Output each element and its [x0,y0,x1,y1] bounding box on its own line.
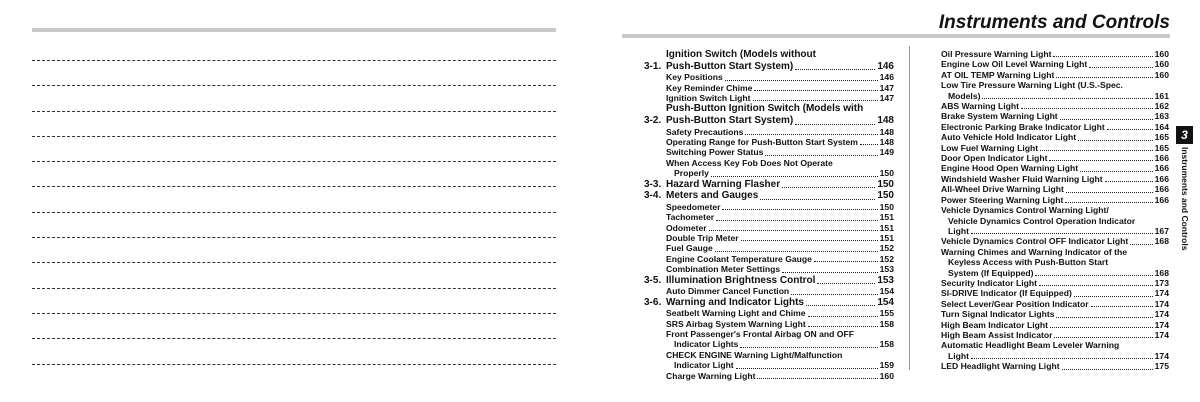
toc-page-number: 174 [1154,288,1169,299]
dot-leader [1065,202,1152,203]
toc-entry-label: Front Passenger's Frontal Airbag ON and OFF [666,329,854,340]
toc-entry-label: Indicator Light [674,360,734,371]
toc-entry-label: Double Trip Meter [666,233,739,244]
dot-leader [782,187,875,188]
toc-page-number: 153 [877,274,894,286]
toc-entry[interactable] [941,330,1169,340]
toc-page-number: 151 [879,212,894,223]
note-line [32,60,556,61]
toc-entry-label: Properly [674,168,709,179]
toc-entry[interactable] [644,308,894,318]
toc-entry-label: Push-Button Start System) [666,115,794,126]
toc-page-number: 165 [1154,142,1169,153]
toc-page-number: 160 [1154,69,1169,80]
dot-leader [1021,108,1153,109]
toc-page-number: 148 [877,115,894,126]
toc-entry[interactable] [941,122,1169,132]
toc-entry-label: Warning Chimes and Warning Indicator of the [941,246,1128,257]
toc-entry[interactable] [941,143,1169,153]
toc-page-number: 168 [1154,236,1169,247]
toc-entry[interactable] [941,184,1169,194]
notes-area [32,60,556,389]
toc-entry[interactable] [644,223,894,233]
dot-leader [745,134,877,135]
column-divider [909,46,910,370]
toc-page-number: 167 [1154,225,1169,236]
toc-entry-label: High Beam Assist Indicator [941,329,1053,340]
toc-page-number: 160 [1154,49,1169,59]
note-line [32,111,556,112]
dot-leader [1107,129,1153,130]
toc-entry[interactable] [644,350,894,371]
toc-entry-label: Keyless Access with Push-Button Start [948,257,1109,268]
toc-entry[interactable] [941,299,1169,309]
dot-leader [757,378,877,379]
toc-page-number: 174 [1154,319,1169,330]
toc-page-number: 164 [1154,121,1169,132]
note-line [32,186,556,187]
toc-page-number: 163 [1154,111,1169,122]
toc-page-number: 154 [877,296,894,308]
dot-leader [982,98,1152,99]
toc-page-number: 147 [879,93,894,103]
dot-leader [971,358,1153,359]
toc-entry-label: Vehicle Dynamics Control Warning Light/ [941,205,1109,216]
toc-entry[interactable] [644,371,894,381]
toc-entry[interactable] [644,329,894,350]
toc-entry-label: Speedometer [666,201,721,212]
toc-page-number: 151 [879,233,894,244]
toc-entry[interactable] [644,254,894,264]
toc-page-number: 150 [879,201,894,212]
toc-page-number: 160 [1154,59,1169,70]
dot-leader [1053,56,1152,57]
toc-entry[interactable] [941,236,1169,246]
dot-leader [736,368,878,369]
note-line [32,288,556,289]
toc-entry-label: Operating Range for Push-Button Start System [666,137,858,147]
toc-entry[interactable] [941,111,1169,121]
dot-leader [765,155,877,156]
dot-leader [860,144,878,145]
toc-entry-label: Power Steering Warning Light [941,194,1064,205]
toc-page-number: 174 [1154,350,1169,361]
section-number: 3-6. [644,296,662,308]
toc-entry[interactable] [644,202,894,212]
toc-page-number: 166 [1154,184,1169,195]
dot-leader [971,233,1153,234]
toc-page-number: 166 [1154,194,1169,205]
note-line [32,161,556,162]
toc-entry-label: Door Open Indicator Light [941,153,1048,164]
dot-leader [715,251,878,252]
toc-page-number: 150 [879,168,894,179]
note-line [32,262,556,263]
toc-entry-label: Tachometer [666,212,715,223]
dot-leader [795,124,875,125]
toc-entry-label: Low Tire Pressure Warning Light (U.S.-Spec. [941,80,1123,91]
dot-leader [1039,285,1153,286]
toc-entry-label: Switching Power Status [666,147,764,158]
toc-page-number: 175 [1154,361,1169,372]
toc-entry-label: Warning and Indicator Lights [666,296,804,308]
toc-entry-label: Low Fuel Warning Light [941,142,1039,153]
toc-page-number: 150 [877,190,894,202]
toc-entry-label: Indicator Lights [674,339,739,350]
section-title-line: Push-Button Ignition Switch (Models with [666,103,864,115]
dot-leader [1091,306,1153,307]
dot-leader [711,176,878,177]
dot-leader [1062,369,1153,370]
right-header-rule [622,34,1170,38]
toc-entry-label: Auto Vehicle Hold Indicator Light [941,132,1077,143]
toc-page-number: 148 [879,137,894,147]
toc-entry-label: Turn Signal Indicator Lights [941,309,1055,320]
section-number: 3-1. [644,60,662,72]
toc-entry[interactable] [941,247,1169,278]
toc-entry[interactable] [941,205,1169,236]
dot-leader [814,261,878,262]
toc-entry[interactable] [941,195,1169,205]
toc-page-number: 166 [1154,163,1169,174]
toc-entry-label: Fuel Gauge [666,243,713,254]
toc-section[interactable] [644,103,894,126]
toc-entry-label: Light [948,225,969,236]
dot-leader [1060,119,1153,120]
dot-leader [791,294,877,295]
toc-entry-label: Vehicle Dynamics Control Operation Indicator [948,215,1136,226]
toc-entry-label: SRS Airbag System Warning Light [666,318,806,329]
dot-leader [1056,77,1152,78]
dot-leader [806,305,875,306]
toc-entry[interactable] [941,174,1169,184]
toc-entry-label: Brake System Warning Light [941,111,1058,122]
toc-entry-label: Illumination Brightness Control [666,274,816,286]
toc-entry-label: Engine Hood Open Warning Light [941,163,1079,174]
toc-entry[interactable] [941,101,1169,111]
toc-entry[interactable] [941,288,1169,298]
toc-entry-label: When Access Key Fob Does Not Operate [666,157,833,168]
toc-entry[interactable] [644,93,894,103]
toc-entry[interactable] [941,153,1169,163]
dot-leader [1105,181,1153,182]
toc-page-number: 158 [879,318,894,329]
section-number: 3-5. [644,274,662,286]
toc-entry-label: All-Wheel Drive Warning Light [941,184,1064,195]
toc-page-number: 146 [879,72,894,83]
toc-section[interactable] [644,297,894,309]
toc-entry[interactable] [644,158,894,179]
note-line [32,237,556,238]
dot-leader [808,316,878,317]
toc-entry[interactable] [644,72,894,82]
toc-column-1 [644,49,894,381]
toc-column-2 [941,49,1169,372]
toc-page-number: 146 [877,60,894,72]
toc-page-number: 152 [879,243,894,254]
toc-entry[interactable] [941,320,1169,330]
toc-entry-label: Charge Warning Light [666,370,756,381]
note-line [32,338,556,339]
toc-page-number: 160 [879,370,894,381]
toc-section[interactable] [644,275,894,287]
dot-leader [716,220,878,221]
dot-leader [1049,160,1152,161]
toc-entry-label: Select Lever/Gear Position Indicator [941,298,1089,309]
toc-section[interactable] [644,179,894,191]
toc-page-number: 151 [879,222,894,233]
dot-leader [795,69,875,70]
left-header-rule [32,28,556,32]
section-number: 3-3. [644,178,662,190]
toc-entry-label: Engine Coolant Temperature Gauge [666,253,812,264]
toc-page-number: 166 [1154,173,1169,184]
toc-entry[interactable] [941,340,1169,361]
toc-entry[interactable] [644,137,894,147]
dot-leader [1089,67,1152,68]
toc-page-number: 173 [1154,277,1169,288]
toc-entry-label: Oil Pressure Warning Light [941,49,1052,59]
dot-leader [808,326,878,327]
note-line [32,212,556,213]
dot-leader [817,283,875,284]
toc-entry-label: CHECK ENGINE Warning Light/Malfunction [666,349,843,360]
toc-page-number: 165 [1154,132,1169,143]
toc-entry-label: Key Reminder Chime [666,82,753,93]
toc-entry[interactable] [941,49,1169,59]
note-line [32,313,556,314]
toc-entry-label: Seatbelt Warning Light and Chime [666,308,806,319]
section-number: 3-2. [644,115,662,126]
toc-entry-label: ABS Warning Light [941,101,1019,112]
toc-page-number: 158 [879,339,894,350]
toc-page-number: 168 [1154,267,1169,278]
toc-entry-label: Security Indicator Light [941,277,1037,288]
dot-leader [1080,171,1152,172]
toc-entry-label: System (If Equipped) [948,267,1034,278]
dot-leader [722,209,877,210]
toc-entry-label: Electronic Parking Brake Indicator Light [941,121,1105,132]
toc-entry[interactable] [941,70,1169,80]
toc-entry-label: Key Positions [666,72,723,83]
toc-entry-label: AT OIL TEMP Warning Light [941,69,1055,80]
toc-page-number: 152 [879,253,894,264]
toc-entry-label: SI-DRIVE Indicator (If Equipped) [941,288,1072,299]
toc-entry-label: Ignition Switch Light [666,93,751,103]
dot-leader [1130,244,1152,245]
dot-leader [1035,275,1152,276]
toc-entry-label: Automatic Headlight Beam Leveler Warning [941,340,1120,351]
toc-entry[interactable] [644,319,894,329]
toc-page-number: 174 [1154,309,1169,320]
toc-entry-label: High Beam Indicator Light [941,319,1048,330]
toc-page-number: 149 [879,147,894,158]
section-title-line: Ignition Switch (Models without [666,49,816,60]
dot-leader [1078,140,1153,141]
toc-page-number: 159 [879,360,894,371]
toc-entry-label: Combination Meter Settings [666,264,781,275]
toc-entry-label: Hazard Warning Flasher [666,178,781,190]
note-line [32,364,556,365]
toc-entry-label: Odometer [666,222,707,233]
toc-page-number: 147 [879,82,894,93]
toc-page-number: 174 [1154,329,1169,340]
toc-entry[interactable] [941,132,1169,142]
dot-leader [782,272,878,273]
note-line [32,136,556,137]
toc-page-number: 155 [879,308,894,319]
chapter-tab-label: Instruments and Controls [1180,147,1190,251]
toc-entry-label: Models) [948,90,981,101]
toc-section[interactable] [644,49,894,72]
toc-entry[interactable] [644,83,894,93]
toc-entry[interactable] [644,127,894,137]
toc-entry-label: LED Headlight Warning Light [941,361,1060,372]
toc-entry[interactable] [644,243,894,253]
note-line [32,85,556,86]
section-number: 3-4. [644,190,662,202]
dot-leader [1074,296,1153,297]
toc-entry[interactable] [941,309,1169,319]
dot-leader [725,80,878,81]
toc-entry-label: Vehicle Dynamics Control OFF Indicator Light [941,236,1129,247]
toc-page-number: 153 [879,264,894,275]
toc-entry-label: Windshield Washer Fluid Warning Light [941,173,1103,184]
toc-entry[interactable] [941,59,1169,69]
toc-entry[interactable] [644,212,894,222]
toc-entry-label: Auto Dimmer Cancel Function [666,286,790,297]
toc-section[interactable] [644,190,894,202]
toc-page-number: 174 [1154,298,1169,309]
dot-leader [741,240,878,241]
dot-leader [754,90,877,91]
toc-entry[interactable] [644,286,894,296]
toc-page-number: 161 [1154,90,1169,101]
dot-leader [1066,192,1153,193]
dot-leader [1054,337,1152,338]
toc-entry-label: Engine Low Oil Level Warning Light [941,59,1088,70]
toc-page-number: 148 [879,126,894,137]
toc-page-number: 162 [1154,101,1169,112]
page-title: Instruments and Controls [938,12,1170,33]
dot-leader [1040,150,1153,151]
toc-entry[interactable] [644,264,894,274]
toc-entry[interactable] [941,80,1169,101]
toc-page-number: 150 [877,178,894,190]
dot-leader [1056,317,1152,318]
dot-leader [753,100,878,101]
toc-page-number: 154 [879,286,894,297]
toc-entry-label: Meters and Gauges [666,190,759,202]
chapter-tab[interactable]: 3 [1176,126,1193,144]
dot-leader [740,347,877,348]
toc-page-number: 166 [1154,153,1169,164]
dot-leader [709,230,878,231]
toc-entry-label: Safety Precautions [666,126,744,137]
toc-entry-label: Light [948,350,969,361]
toc-entry[interactable] [644,147,894,157]
toc-entry-label: Push-Button Start System) [666,60,794,72]
toc-entry[interactable] [644,233,894,243]
toc-entry[interactable] [941,361,1169,371]
dot-leader [760,199,875,200]
toc-entry[interactable] [941,163,1169,173]
dot-leader [1050,327,1153,328]
toc-entry[interactable] [941,278,1169,288]
